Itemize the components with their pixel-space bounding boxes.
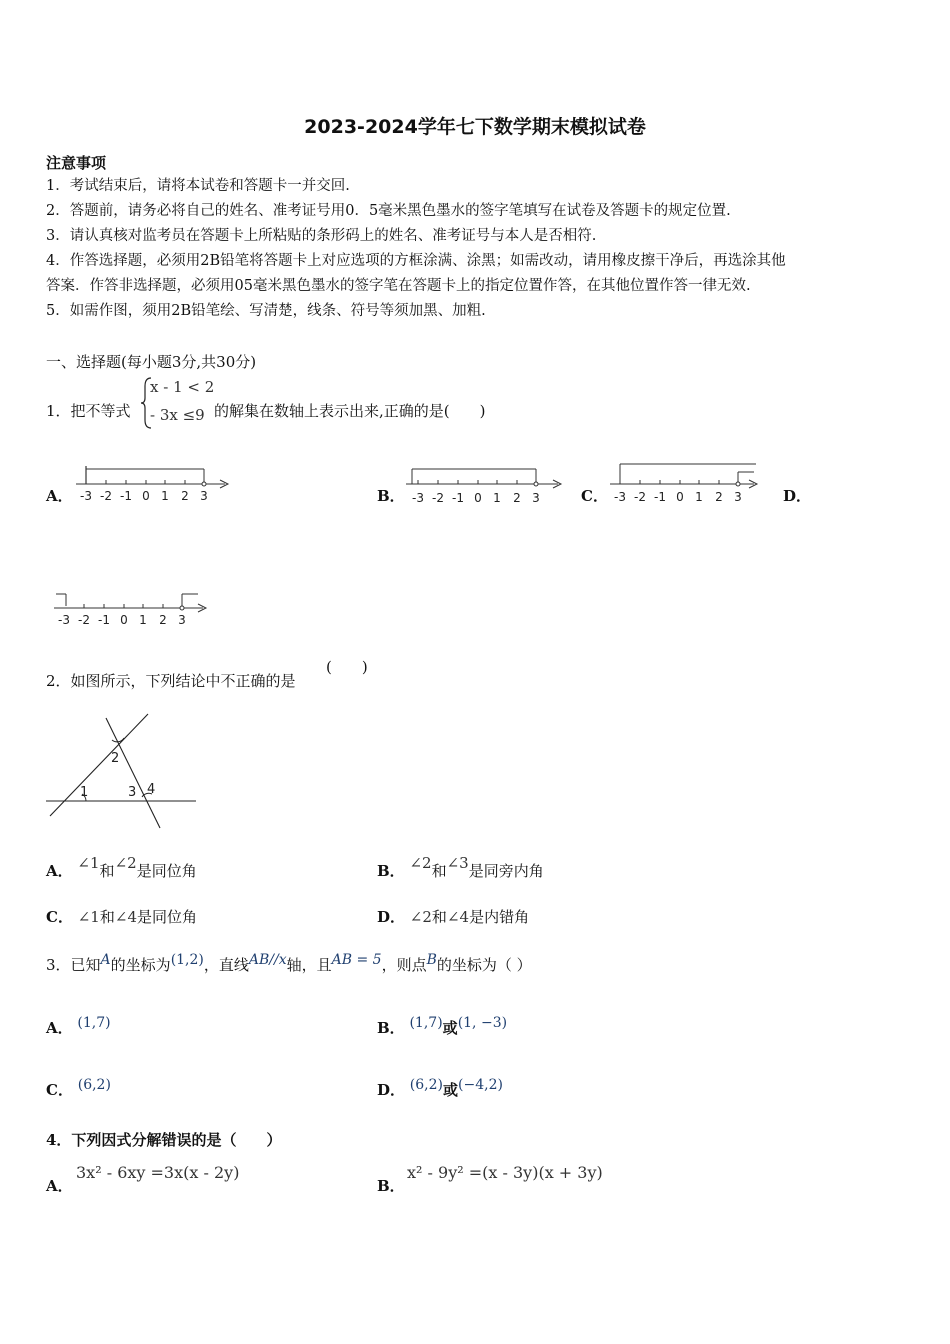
q2-figure <box>44 712 204 832</box>
tick-label: 0 <box>142 489 150 503</box>
q1-option-d-numberline <box>48 584 218 638</box>
q1-inequality-1: x - 1 < 2 <box>150 378 215 396</box>
note-item: 答案．作答非选择题，必须用05毫米黑色墨水的签字笔在答题卡上的指定位置作答，在其他位置作答一律无效. <box>46 278 751 294</box>
tick-label: 2 <box>159 613 167 627</box>
tick-label: -3 <box>80 489 92 503</box>
tick-label: 3 <box>178 613 186 627</box>
tick-label: -1 <box>452 491 464 505</box>
tick-label: -1 <box>98 613 110 627</box>
q2-option-b: B． ∠2和∠3是同旁内角 <box>377 854 544 880</box>
q1-option-b-numberline <box>400 460 570 514</box>
q3-option-b: B． (1,7)或(1, −3) <box>377 1015 508 1037</box>
q4-option-a: 3x² - 6xy =3x(x - 2y) <box>76 1163 240 1182</box>
q2-option-a: A． ∠1和∠2是同位角 <box>46 854 197 880</box>
tick-label: -2 <box>634 490 646 504</box>
note-item: 4．作答选择题，必须用2B铅笔将答题卡上对应选项的方框涂满、涂黑；如需改动，请用橡皮擦干净后，再选涂其他 <box>46 253 786 269</box>
tick-label: -2 <box>432 491 444 505</box>
q3-option-a: A． (1,7) <box>46 1015 111 1037</box>
q4-option-b: x² - 9y² =(x - 3y)(x + 3y) <box>407 1163 603 1182</box>
tick-label: -3 <box>614 490 626 504</box>
tick-label: 1 <box>493 491 501 505</box>
tick-label: 2 <box>513 491 521 505</box>
section-heading: 一、选择题(每小题3分,共30分) <box>46 353 257 371</box>
angle-label: 3 <box>128 785 137 800</box>
q4-text: 4．下列因式分解错误的是（ ） <box>46 1131 282 1149</box>
tick-label: -1 <box>654 490 666 504</box>
tick-label: 3 <box>734 490 742 504</box>
q2-text: 2．如图所示，下列结论中不正确的是 <box>46 672 296 690</box>
q1-option-d-label: D． <box>783 487 812 505</box>
q1-option-c-numberline <box>604 458 769 512</box>
tick-label: -3 <box>58 613 70 627</box>
q1-option-a-label: A． <box>46 487 73 505</box>
q2-option-c: C． ∠1和∠4是同位角 <box>46 908 198 926</box>
q2-paren: ( ) <box>326 658 368 676</box>
note-item: 5．如需作图，须用2B铅笔绘、写清楚，线条、符号等须加黑、加粗. <box>46 303 486 319</box>
q4-option-b-label: B． <box>377 1177 405 1195</box>
q1-suffix: 的解集在数轴上表示出来,正确的是( ) <box>214 402 486 420</box>
tick-label: -3 <box>412 491 424 505</box>
tick-label: 3 <box>532 491 540 505</box>
q2-option-d: D． ∠2和∠4是内错角 <box>377 908 530 926</box>
q1-option-b-label: B． <box>377 487 405 505</box>
tick-label: 0 <box>676 490 684 504</box>
note-item: 3．请认真核对监考员在答题卡上所粘贴的条形码上的姓名、准考证号与本人是否相符. <box>46 228 597 244</box>
tick-label: 0 <box>120 613 128 627</box>
q1-prefix: 1．把不等式 <box>46 402 131 420</box>
tick-label: 1 <box>695 490 703 504</box>
q3-option-d: D． (6,2)或(−4,2) <box>377 1077 503 1099</box>
tick-label: 3 <box>200 489 208 503</box>
tick-label: 1 <box>161 489 169 503</box>
tick-label: -1 <box>120 489 132 503</box>
angle-label: 1 <box>80 785 89 800</box>
note-item: 2．答题前，请务必将自己的姓名、准考证号用0．5毫米黑色墨水的签字笔填写在试卷及答题卡的规定位置. <box>46 203 731 219</box>
angle-label: 4 <box>147 782 156 797</box>
notes-heading: 注意事项 <box>46 154 107 172</box>
page-title: 2023-2024学年七下数学期末模拟试卷 <box>304 116 646 138</box>
tick-label: 2 <box>715 490 723 504</box>
q3-option-c: C． (6,2) <box>46 1077 111 1099</box>
angle-label: 2 <box>111 751 120 766</box>
q4-option-a-label: A． <box>46 1177 73 1195</box>
tick-label: -2 <box>78 613 90 627</box>
tick-label: 1 <box>139 613 147 627</box>
q1-option-c-label: C． <box>581 487 608 505</box>
tick-label: 2 <box>181 489 189 503</box>
q1-option-a-numberline <box>70 460 235 514</box>
tick-label: -2 <box>100 489 112 503</box>
tick-label: 0 <box>474 491 482 505</box>
note-item: 1．考试结束后，请将本试卷和答题卡一并交回. <box>46 178 350 194</box>
q1-inequality-2: - 3x ≤9 <box>150 406 205 424</box>
q3-text: 3．已知A的坐标为(1,2)，直线AB//x轴，且AB = 5，则点B的坐标为（ ） <box>46 952 532 974</box>
